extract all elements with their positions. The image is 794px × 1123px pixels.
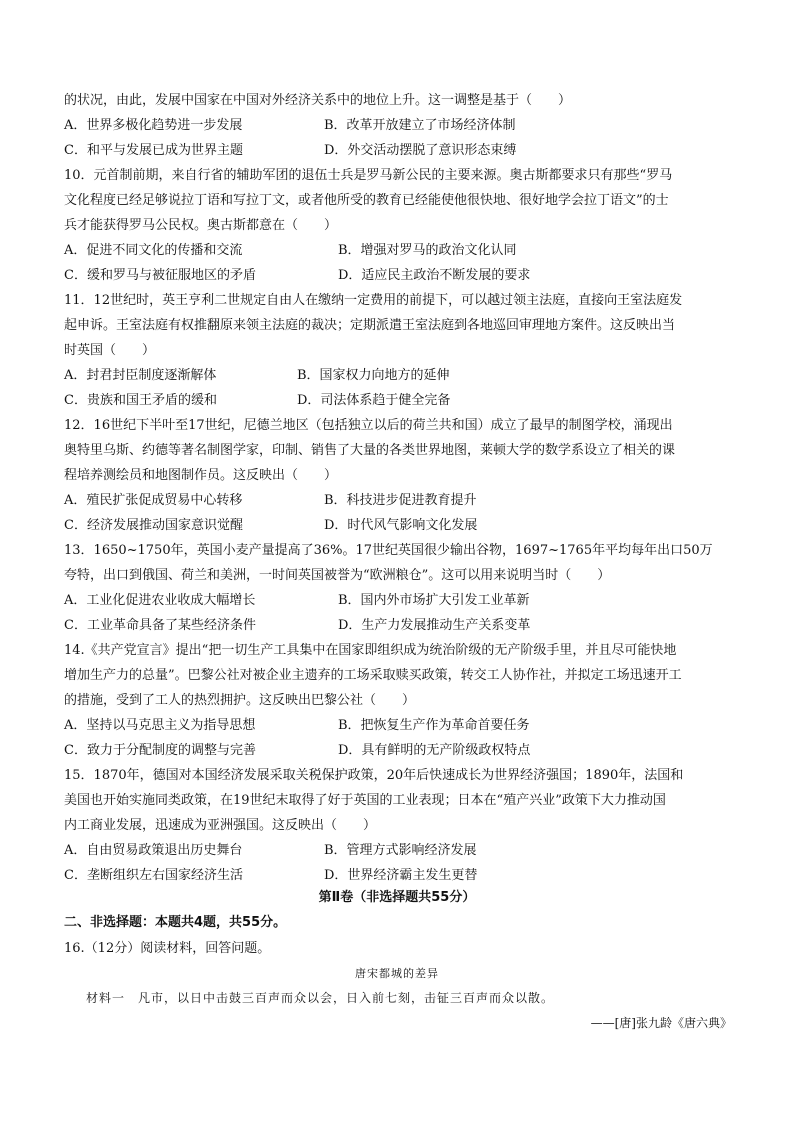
q9-stem-tail: 的状况，由此，发展中国家在中国对外经济关系中的地位上升。这一调整是基于（ ）: [64, 93, 572, 108]
q11-option-b[interactable]: B．国家权力向地方的延伸: [297, 368, 450, 383]
q15-stem-line-1: 15．1870年，德国对本国经济发展采取关税保护政策，20年后快速成长为世界经济强国；1890年，法国和: [64, 768, 684, 783]
material-one-text: 材料一 凡市，以日中击鼓三百声而众以会，日入前七刻，击钲三百声而众以散。: [86, 991, 555, 1005]
q10-stem-line-2: 文化程度已经足够说拉丁语和写拉丁文，或者他所受的教育已经能使他很快地、很好地学会拉丁语文”的士: [64, 193, 669, 208]
material-title: 唐宋都城的差异: [355, 967, 439, 980]
q15-option-a[interactable]: A．自由贸易政策退出历史舞台: [64, 843, 243, 858]
q11-option-d[interactable]: D．司法体系趋于健全完备: [297, 393, 451, 408]
q9-option-a[interactable]: A．世界多极化趋势进一步发展: [64, 118, 243, 133]
q11-option-c[interactable]: C．贵族和国王矛盾的缓和: [64, 393, 217, 408]
q14-option-c[interactable]: C．致力于分配制度的调整与完善: [64, 743, 256, 758]
q11-stem-line-1: 11．12世纪时，英王亨利二世规定自由人在缴纳一定费用的前提下，可以越过领主法庭，直接向王室法庭发: [64, 293, 683, 308]
q10-options-row-2: [64, 267, 734, 284]
q14-stem-line-3: 的措施，受到了工人的热烈拥护。这反映出巴黎公社（ ）: [64, 693, 416, 708]
q13-options-row-1: [64, 592, 734, 609]
q15-stem-line-3: 内工商业发展，迅速成为亚洲强国。这反映出（ ）: [64, 818, 377, 833]
q13-stem-line-1: 13．1650~1750年，英国小麦产量提高了36%。17世纪英国很少输出谷物，1697~1765年平均每年出口50万: [64, 543, 713, 558]
q13-option-c[interactable]: C．工业革命具备了某些经济条件: [64, 618, 256, 633]
q14-stem-line-1: 14.《共产党宣言》提出“把一切生产工具集中在国家即组织成为统治阶级的无产阶级手里，并且尽可能快地: [64, 643, 677, 658]
q10-option-d[interactable]: D．适应民主政治不断发展的要求: [338, 268, 531, 283]
q15-option-d[interactable]: D．世界经济霸主发生更替: [324, 868, 478, 883]
q13-option-d[interactable]: D．生产力发展推动生产关系变革: [338, 618, 531, 633]
q11-options-row-1: [64, 367, 734, 384]
q9-options-row-1: [64, 117, 734, 134]
q11-option-a[interactable]: A．封君封臣制度逐渐解体: [64, 368, 217, 383]
q10-option-c[interactable]: C．缓和罗马与被征服地区的矛盾: [64, 268, 256, 283]
part-two-title: 第Ⅱ卷（非选择题共55分）: [318, 890, 476, 905]
q13-options-row-2: [64, 617, 734, 634]
q11-stem-line-2: 起申诉。王室法庭有权推翻原来领主法庭的裁决；定期派遣王室法庭到各地巡回审理地方案件。这反映出当: [64, 318, 676, 333]
q9-option-b[interactable]: B．改革开放建立了市场经济体制: [324, 118, 516, 133]
q15-stem-line-2: 美国也开始实施同类政策，在19世纪末取得了好于英国的工业表现；日本在“殖产兴业”政策下大力推动国: [64, 793, 666, 808]
q10-stem-line-1: 10．元首制前期，来自行省的辅助军团的退伍士兵是罗马新公民的主要来源。奥古斯都要求只有那些“罗马: [64, 168, 673, 183]
q15-option-c[interactable]: C．垄断组织左右国家经济生活: [64, 868, 243, 883]
q13-stem-line-2: 夸特，出口到俄国、荷兰和美洲，一时间英国被誉为“欧洲粮仓”。这可以用来说明当时（ ）: [64, 568, 611, 583]
q13-option-b[interactable]: B．国内外市场扩大引发工业革新: [338, 593, 530, 608]
q12-options-row-2: [64, 517, 734, 534]
q10-option-a[interactable]: A．促进不同文化的传播和交流: [64, 243, 243, 258]
q14-option-d[interactable]: D．具有鲜明的无产阶级政权特点: [338, 743, 531, 758]
q12-stem-line-1: 12．16世纪下半叶至17世纪，尼德兰地区（包括独立以后的荷兰共和国）成立了最早的制图学校，涌现出: [64, 418, 673, 433]
q15-option-b[interactable]: B．管理方式影响经济发展: [324, 843, 477, 858]
part-two-heading: 二、非选择题：本题共4题，共55分。: [64, 915, 287, 930]
q12-options-row-1: [64, 492, 734, 509]
q14-options-row-2: [64, 742, 734, 759]
q10-option-b[interactable]: B．增强对罗马的政治文化认同: [338, 243, 517, 258]
q10-options-row-1: [64, 242, 734, 259]
q14-option-b[interactable]: B．把恢复生产作为革命首要任务: [338, 718, 530, 733]
q14-options-row-1: [64, 717, 734, 734]
material-one-source: ——[唐]张九龄《唐六典》: [590, 1016, 732, 1030]
q12-option-d[interactable]: D．时代风气影响文化发展: [324, 518, 478, 533]
q12-option-c[interactable]: C．经济发展推动国家意识觉醒: [64, 518, 243, 533]
q11-options-row-2: [64, 392, 734, 409]
q12-stem-line-2: 奥特里乌斯、约德等著名制图学家，印制、销售了大量的各类世界地图，莱顿大学的数学系设立了相关的课: [64, 443, 676, 458]
q9-option-d[interactable]: D．外交活动摆脱了意识形态束缚: [324, 143, 517, 158]
q13-option-a[interactable]: A．工业化促进农业收成大幅增长: [64, 593, 256, 608]
q14-option-a[interactable]: A．坚持以马克思主义为指导思想: [64, 718, 256, 733]
q15-options-row-1: [64, 842, 734, 859]
q9-options-row-2: [64, 142, 734, 159]
q16-stem: 16.（12分）阅读材料，回答问题。: [64, 941, 271, 956]
q9-option-c[interactable]: C．和平与发展已成为世界主题: [64, 143, 243, 158]
q15-options-row-2: [64, 867, 734, 884]
q12-stem-line-3: 程培养测绘员和地图制作员。这反映出（ ）: [64, 468, 338, 483]
q14-stem-line-2: 增加生产力的总量”。巴黎公社对被企业主遗弃的工场采取赎买政策，转交工人协作社，并拟定工场迅速开工: [64, 668, 682, 683]
q10-stem-line-3: 兵才能获得罗马公民权。奥古斯都意在（ ）: [64, 218, 338, 233]
q11-stem-line-3: 时英国（ ）: [64, 343, 156, 358]
q12-option-a[interactable]: A．殖民扩张促成贸易中心转移: [64, 493, 243, 508]
q12-option-b[interactable]: B．科技进步促进教育提升: [324, 493, 477, 508]
